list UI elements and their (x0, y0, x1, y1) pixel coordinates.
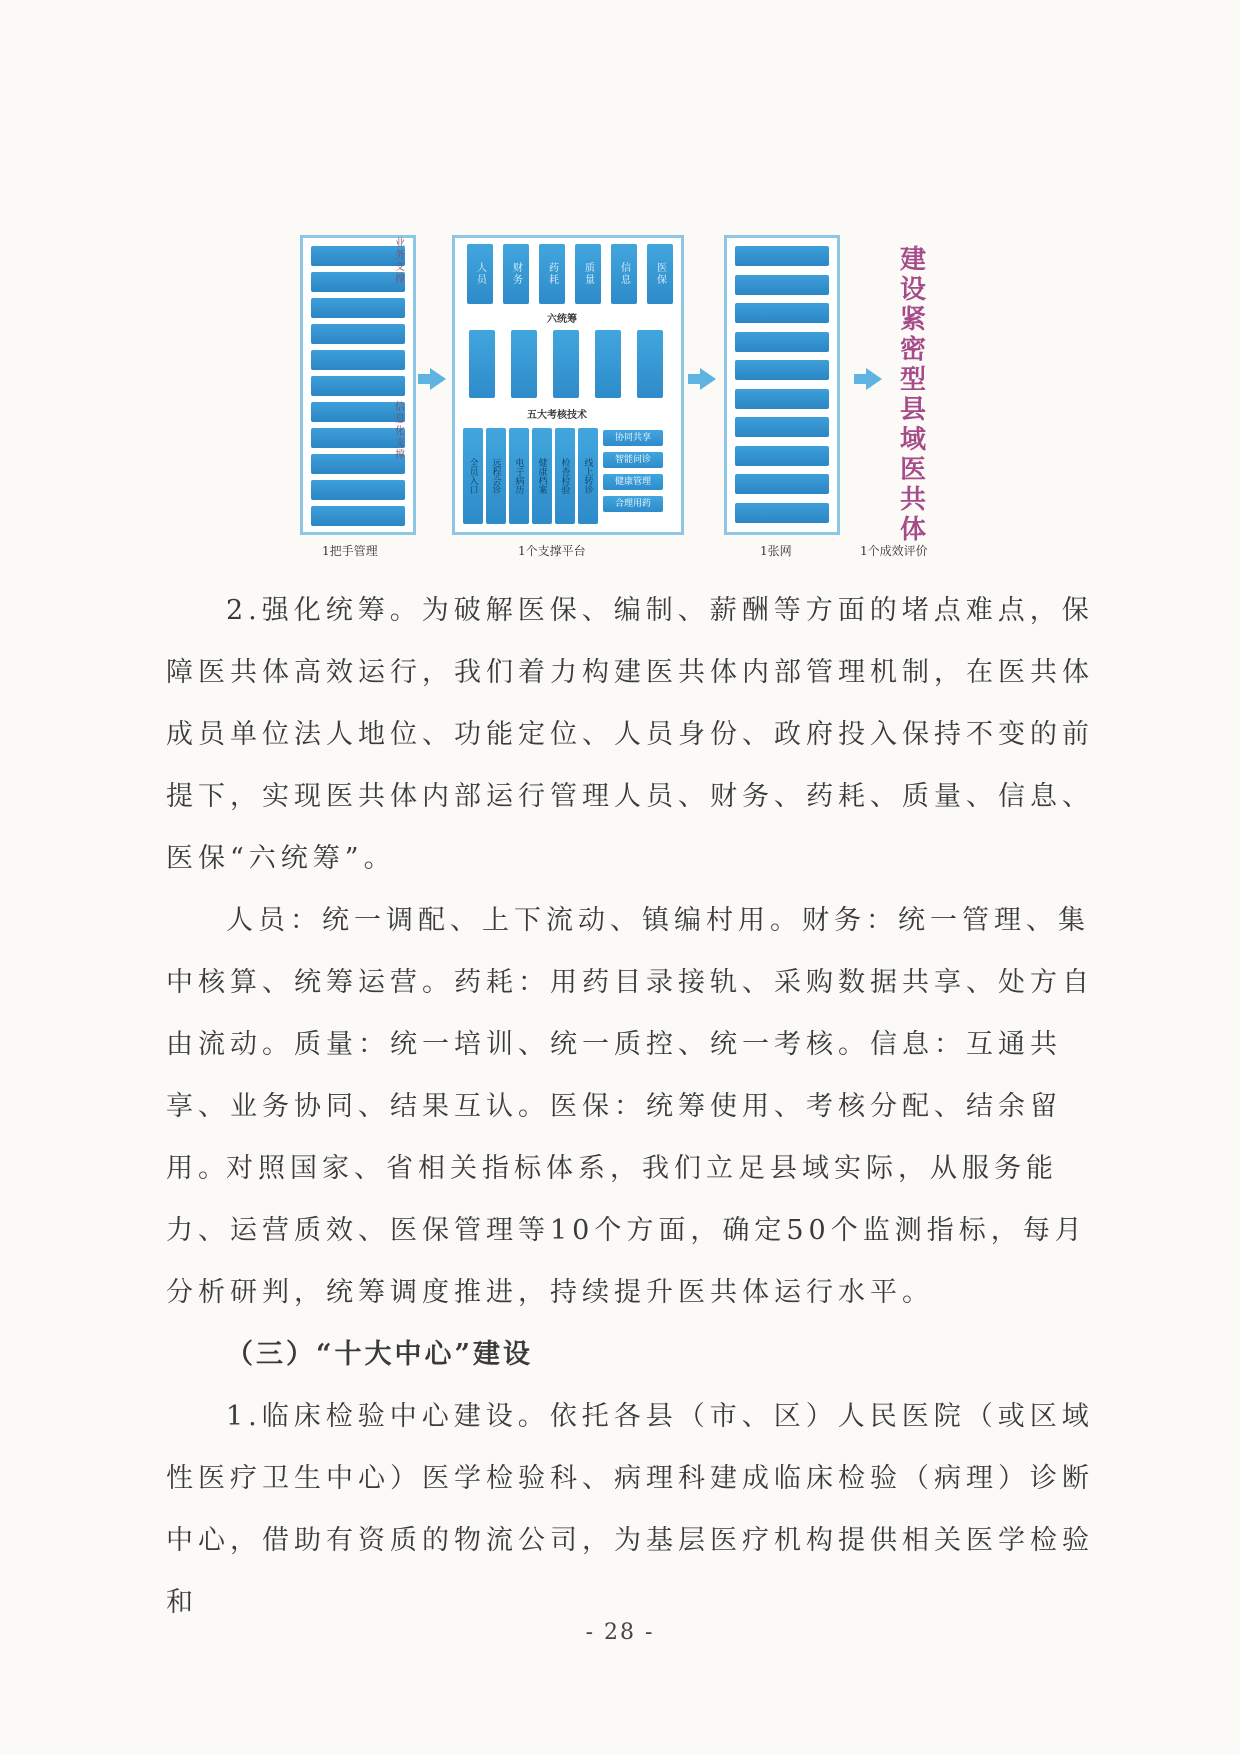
paragraph-clinical-lab-center: 1.临床检验中心建设。依托各县（市、区）人民医院（或区域性医疗卫生中心）医学检验科、病理科建成临床检验（病理）诊断中心，借助有资质的物流公司，为基层医疗机构提供相关医学检验和 (166, 1401, 1094, 1618)
side-label-it: 信息化支撑 (395, 402, 405, 461)
management-bar (311, 428, 405, 448)
platform-function-item: 线上转诊 (578, 428, 598, 524)
network-bar (735, 446, 829, 466)
six-unify-item: 信息 (611, 244, 637, 304)
six-unify-item: 质量 (575, 244, 601, 304)
platform-function-item: 远程会诊 (486, 428, 506, 524)
caption-evaluation: 1个成效评价 (860, 544, 928, 558)
diagram-vertical-title: 建设紧密型县域医共体 (899, 245, 926, 545)
platform-function-item: 电子病历 (509, 428, 529, 524)
platform-service-item: 合理用药 (603, 496, 663, 512)
assessment-tech-block (511, 330, 537, 398)
platform-function-item: 检查检验 (555, 428, 575, 524)
assessment-tech-block (469, 330, 495, 398)
management-bar (311, 272, 405, 292)
management-bar (311, 350, 405, 370)
six-unify-label: 六统筹 (547, 314, 577, 325)
management-bar (311, 246, 405, 266)
caption-management: 1把手管理 (322, 544, 378, 558)
six-unify-item: 财务 (503, 244, 529, 304)
network-bar (735, 275, 829, 295)
five-tech-label: 五大考核技术 (527, 410, 587, 421)
network-bar (735, 417, 829, 437)
arrow-right-icon (700, 368, 716, 390)
network-bar (735, 246, 829, 266)
platform-function-item: 全员入口 (463, 428, 483, 524)
support-platform-panel (452, 235, 684, 535)
management-bar (311, 454, 405, 474)
management-bar (311, 298, 405, 318)
arrow-right-icon (430, 368, 446, 390)
side-label-business: 业务支撑 (395, 238, 405, 285)
page-number: - 28 - (585, 1620, 655, 1645)
management-bar (311, 480, 405, 500)
platform-service-item: 健康管理 (603, 474, 663, 490)
platform-service-item: 协同共享 (603, 430, 663, 446)
platform-service-item: 智能问诊 (603, 452, 663, 468)
caption-network: 1张网 (760, 544, 792, 558)
network-bar (735, 332, 829, 352)
network-bar (735, 303, 829, 323)
network-bar (735, 360, 829, 380)
network-panel (724, 235, 840, 535)
network-bar (735, 474, 829, 494)
paragraph-strengthen-coordination: 2.强化统筹。为破解医保、编制、薪酬等方面的堵点难点，保障医共体高效运行，我们着力构建医共体内部管理机制，在医共体成员单位法人地位、功能定位、人员身份、政府投入保持不变的前提下，实现医共体内部运行管理人员、财务、药耗、质量、信息、医保“六统筹”。 (166, 595, 1094, 874)
six-unify-item: 人员 (467, 244, 493, 304)
caption-platform: 1个支撑平台 (518, 544, 586, 558)
management-bar (311, 402, 405, 422)
management-bar (311, 324, 405, 344)
assessment-tech-block (637, 330, 663, 398)
network-bar (735, 389, 829, 409)
section-heading-ten-centers: （三）“十大中心”建设 (226, 1339, 534, 1370)
paragraph-indicators: 对照国家、省相关指标体系，我们立足县域实际，从服务能力、运营质效、医保管理等10个方面，确定50个监测指标，每月分析研判，统筹调度推进，持续提升医共体运行水平。 (166, 1153, 1087, 1308)
assessment-tech-block (595, 330, 621, 398)
paragraph-six-unify-details: 人员：统一调配、上下流动、镇编村用。财务：统一管理、集中核算、统筹运营。药耗：用药目录接轨、采购数据共享、处方自由流动。质量：统一培训、统一质控、统一考核。信息：互通共享、业务协同、结果互认。医保：统筹使用、考核分配、结余留用。 (166, 905, 1094, 1184)
management-bar (311, 506, 405, 526)
platform-function-item: 健康档案 (532, 428, 552, 524)
management-bar (311, 376, 405, 396)
assessment-tech-block (553, 330, 579, 398)
six-unify-item: 药耗 (539, 244, 565, 304)
arrow-right-icon (866, 368, 882, 390)
network-bar (735, 503, 829, 523)
medical-community-diagram (300, 230, 980, 560)
six-unify-item: 医保 (647, 244, 673, 304)
